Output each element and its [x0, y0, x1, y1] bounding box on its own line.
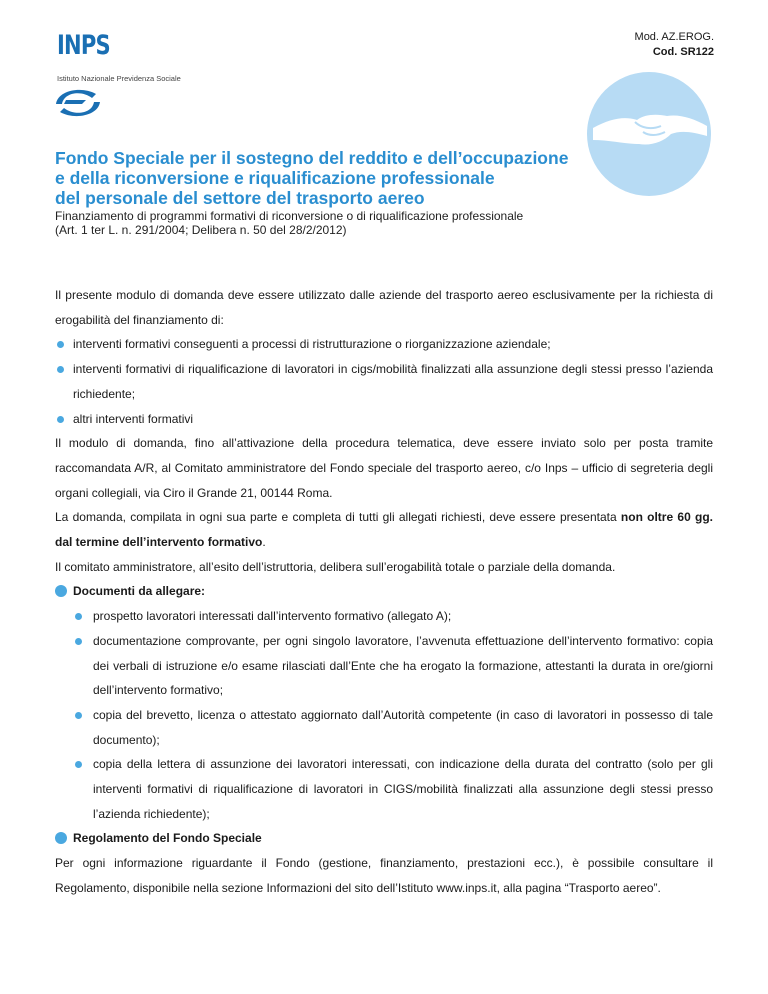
documents-heading: Documenti da allegare:: [55, 579, 713, 604]
document-item: copia della lettera di assunzione dei lavoratori interessati, con indicazione della durata del contratto (solo per gli interventi formativi di riqualificazione di lavoratori in CIGS/mobilità finalizzati alla assunzione degli stessi presso l’azienda richiedente);: [55, 752, 713, 826]
document-subtitle: [55, 209, 595, 237]
list-item: interventi formativi di riqualificazione di lavoratori in cigs/mobilità finalizzati alla assunzione degli stessi presso l’azienda richiedente;: [55, 357, 713, 406]
sending-paragraph: Il modulo di domanda, fino all’attivazione della procedura telematica, deve essere inviato solo per posta tramite raccomandata A/R, al Comitato amministratore del Fondo speciale del trasporto aereo, c/o Inps – ufficio di segreteria degli organi collegiali, via Ciro il Grande 21, 00144 Roma.: [55, 436, 713, 500]
handshake-emblem-icon: [585, 70, 713, 198]
subtitle-line-1: Finanziamento di programmi formativi di riconversione o di riqualificazione professionale: [55, 209, 524, 223]
title-line-1: Fondo Speciale per il sostegno del reddito e dell’occupazione: [55, 148, 569, 168]
list-item: interventi formativi conseguenti a processi di ristrutturazione o riorganizzazione aziendale;: [55, 332, 713, 357]
deadline-end: .: [262, 535, 266, 550]
title-line-2: e della riconversione e riqualificazione professionale: [55, 168, 495, 188]
form-model: Mod. AZ.EROG.: [634, 31, 714, 43]
list-item: altri interventi formativi: [55, 407, 713, 432]
subtitle-line-2: (Art. 1 ter L. n. 291/2004; Delibera n. 50 del 28/2/2012): [55, 223, 347, 237]
regulation-heading: Regolamento del Fondo Speciale: [55, 826, 713, 851]
deadline-text: La domanda, compilata in ogni sua parte e completa di tutti gli allegati richiesti, deve essere presentata: [55, 510, 621, 525]
inps-swirl-icon: [52, 84, 104, 122]
document-title: [55, 148, 595, 208]
inps-logo: INPS: [57, 30, 110, 61]
deadline-paragraph: [55, 505, 713, 554]
deadline-bold-text: non oltre 60 gg. dal termine dell’intervento formativo: [55, 510, 713, 550]
committee-paragraph: Il comitato amministratore, all’esito dell’istruttoria, delibera sull’erogabilità totale o parziale della domanda.: [55, 559, 616, 574]
form-code-block: [635, 30, 714, 60]
document-item: documentazione comprovante, per ogni singolo lavoratore, l’avvenuta effettuazione dell’intervento formativo: copia dei verbali di istruzione e/o esame rilasciati dall’Ente che ha erogato la formazione, attestanti la durata in ore/giorni dell’intervento formativo;: [55, 629, 713, 703]
document-item: prospetto lavoratori interessati dall’intervento formativo (allegato A);: [55, 604, 713, 629]
document-body: [55, 283, 713, 901]
intro-paragraph: Il presente modulo di domanda deve essere utilizzato dalle aziende del trasporto aereo esclusivamente per la richiesta di erogabilità del finanziamento di:: [55, 288, 713, 327]
regulation-paragraph: Per ogni informazione riguardante il Fondo (gestione, finanziamento, prestazioni ecc.), è possibile consultare il Regolamento, disponibile nella sezione Informazioni del sito dell’Istituto www.inps.it, alla pagina “Trasporto aereo”.: [55, 856, 713, 895]
form-code: Cod. SR122: [652, 46, 714, 58]
logo-subtitle: Istituto Nazionale Previdenza Sociale: [57, 74, 181, 83]
title-line-3: del personale del settore del trasporto aereo: [55, 188, 425, 208]
document-item: copia del brevetto, licenza o attestato aggiornato dall’Autorità competente (in caso di lavoratori in possesso di tale documento);: [55, 703, 713, 752]
